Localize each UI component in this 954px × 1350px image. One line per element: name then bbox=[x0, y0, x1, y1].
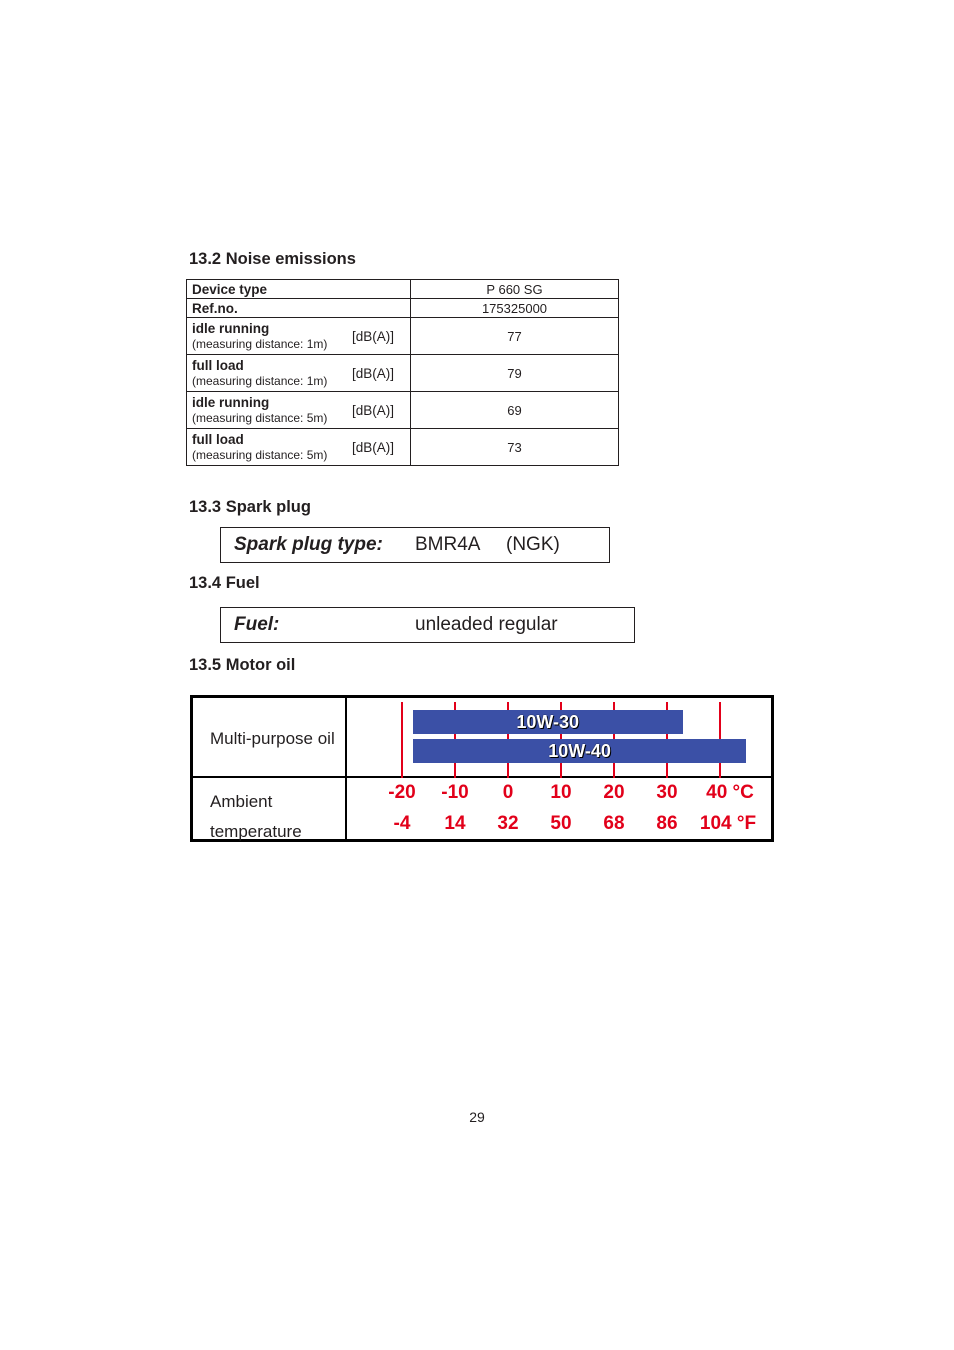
spark-plug-box bbox=[220, 527, 610, 563]
fahrenheit-tick-label: 68 bbox=[603, 813, 625, 834]
row-sublabel: (measuring distance: 1m) bbox=[192, 373, 328, 388]
row-label: idle running bbox=[192, 320, 270, 336]
row-unit: [dB(A)] bbox=[351, 328, 394, 344]
spark-plug-key: Spark plug type: bbox=[234, 534, 383, 555]
celsius-tick-label: 40 °C bbox=[706, 782, 754, 803]
row-label: full load bbox=[192, 357, 244, 373]
fuel-value: unleaded regular bbox=[415, 614, 558, 635]
refno-value: 175325000 bbox=[411, 299, 619, 318]
multi-purpose-oil-label: Multi-purpose oil bbox=[210, 729, 335, 748]
device-type-label: Device type bbox=[187, 280, 411, 299]
row-unit: [dB(A)] bbox=[351, 402, 394, 418]
section-heading-spark-plug: 13.3 Spark plug bbox=[189, 498, 311, 516]
spark-plug-brand: (NGK) bbox=[506, 534, 560, 555]
row-unit: [dB(A)] bbox=[351, 365, 394, 381]
celsius-tick-label: 10 bbox=[550, 782, 572, 803]
fahrenheit-tick-label: 104 °F bbox=[699, 813, 757, 834]
oil-grade-bar: 10W-30 bbox=[413, 710, 683, 734]
oil-grade-bar: 10W-40 bbox=[413, 739, 747, 763]
table-row bbox=[187, 299, 619, 318]
section-heading-noise: 13.2 Noise emissions bbox=[189, 250, 356, 268]
table-row bbox=[187, 392, 619, 429]
motor-oil-chart bbox=[190, 695, 774, 842]
celsius-tick-label: -20 bbox=[388, 782, 416, 803]
row-sublabel: (measuring distance: 1m) bbox=[192, 336, 328, 351]
table-row bbox=[187, 280, 619, 299]
row-label: full load bbox=[192, 431, 244, 447]
celsius-tick-label: -10 bbox=[441, 782, 469, 803]
table-row bbox=[187, 429, 619, 466]
fahrenheit-tick-label: 86 bbox=[656, 813, 678, 834]
celsius-tick-label: 20 bbox=[603, 782, 625, 803]
refno-label: Ref.no. bbox=[187, 299, 411, 318]
celsius-tick-label: 30 bbox=[656, 782, 678, 803]
page-number: 29 bbox=[469, 1109, 485, 1125]
row-sublabel: (measuring distance: 5m) bbox=[192, 410, 328, 425]
section-heading-fuel: 13.4 Fuel bbox=[189, 574, 260, 592]
row-value: 77 bbox=[411, 318, 619, 355]
grid-line bbox=[401, 702, 403, 778]
noise-emissions-table bbox=[186, 279, 619, 466]
fuel-key: Fuel: bbox=[234, 614, 280, 635]
row-label: idle running bbox=[192, 394, 270, 410]
device-type-value: P 660 SG bbox=[411, 280, 619, 299]
row-value: 79 bbox=[411, 355, 619, 392]
row-value: 69 bbox=[411, 392, 619, 429]
row-sublabel: (measuring distance: 5m) bbox=[192, 447, 328, 462]
table-row bbox=[187, 318, 619, 355]
section-heading-motor-oil: 13.5 Motor oil bbox=[189, 656, 296, 674]
row-value: 73 bbox=[411, 429, 619, 466]
fahrenheit-tick-label: 32 bbox=[497, 813, 519, 834]
row-unit: [dB(A)] bbox=[351, 439, 394, 455]
ambient-temperature-label: Ambient temperature bbox=[210, 792, 302, 841]
celsius-tick-label: 0 bbox=[502, 782, 514, 803]
table-row bbox=[187, 355, 619, 392]
fahrenheit-tick-label: 14 bbox=[444, 813, 466, 834]
fahrenheit-tick-label: -4 bbox=[393, 813, 411, 834]
fahrenheit-tick-label: 50 bbox=[550, 813, 572, 834]
row-divider bbox=[193, 776, 771, 778]
spark-plug-model: BMR4A bbox=[415, 534, 481, 555]
fuel-box bbox=[220, 607, 635, 643]
